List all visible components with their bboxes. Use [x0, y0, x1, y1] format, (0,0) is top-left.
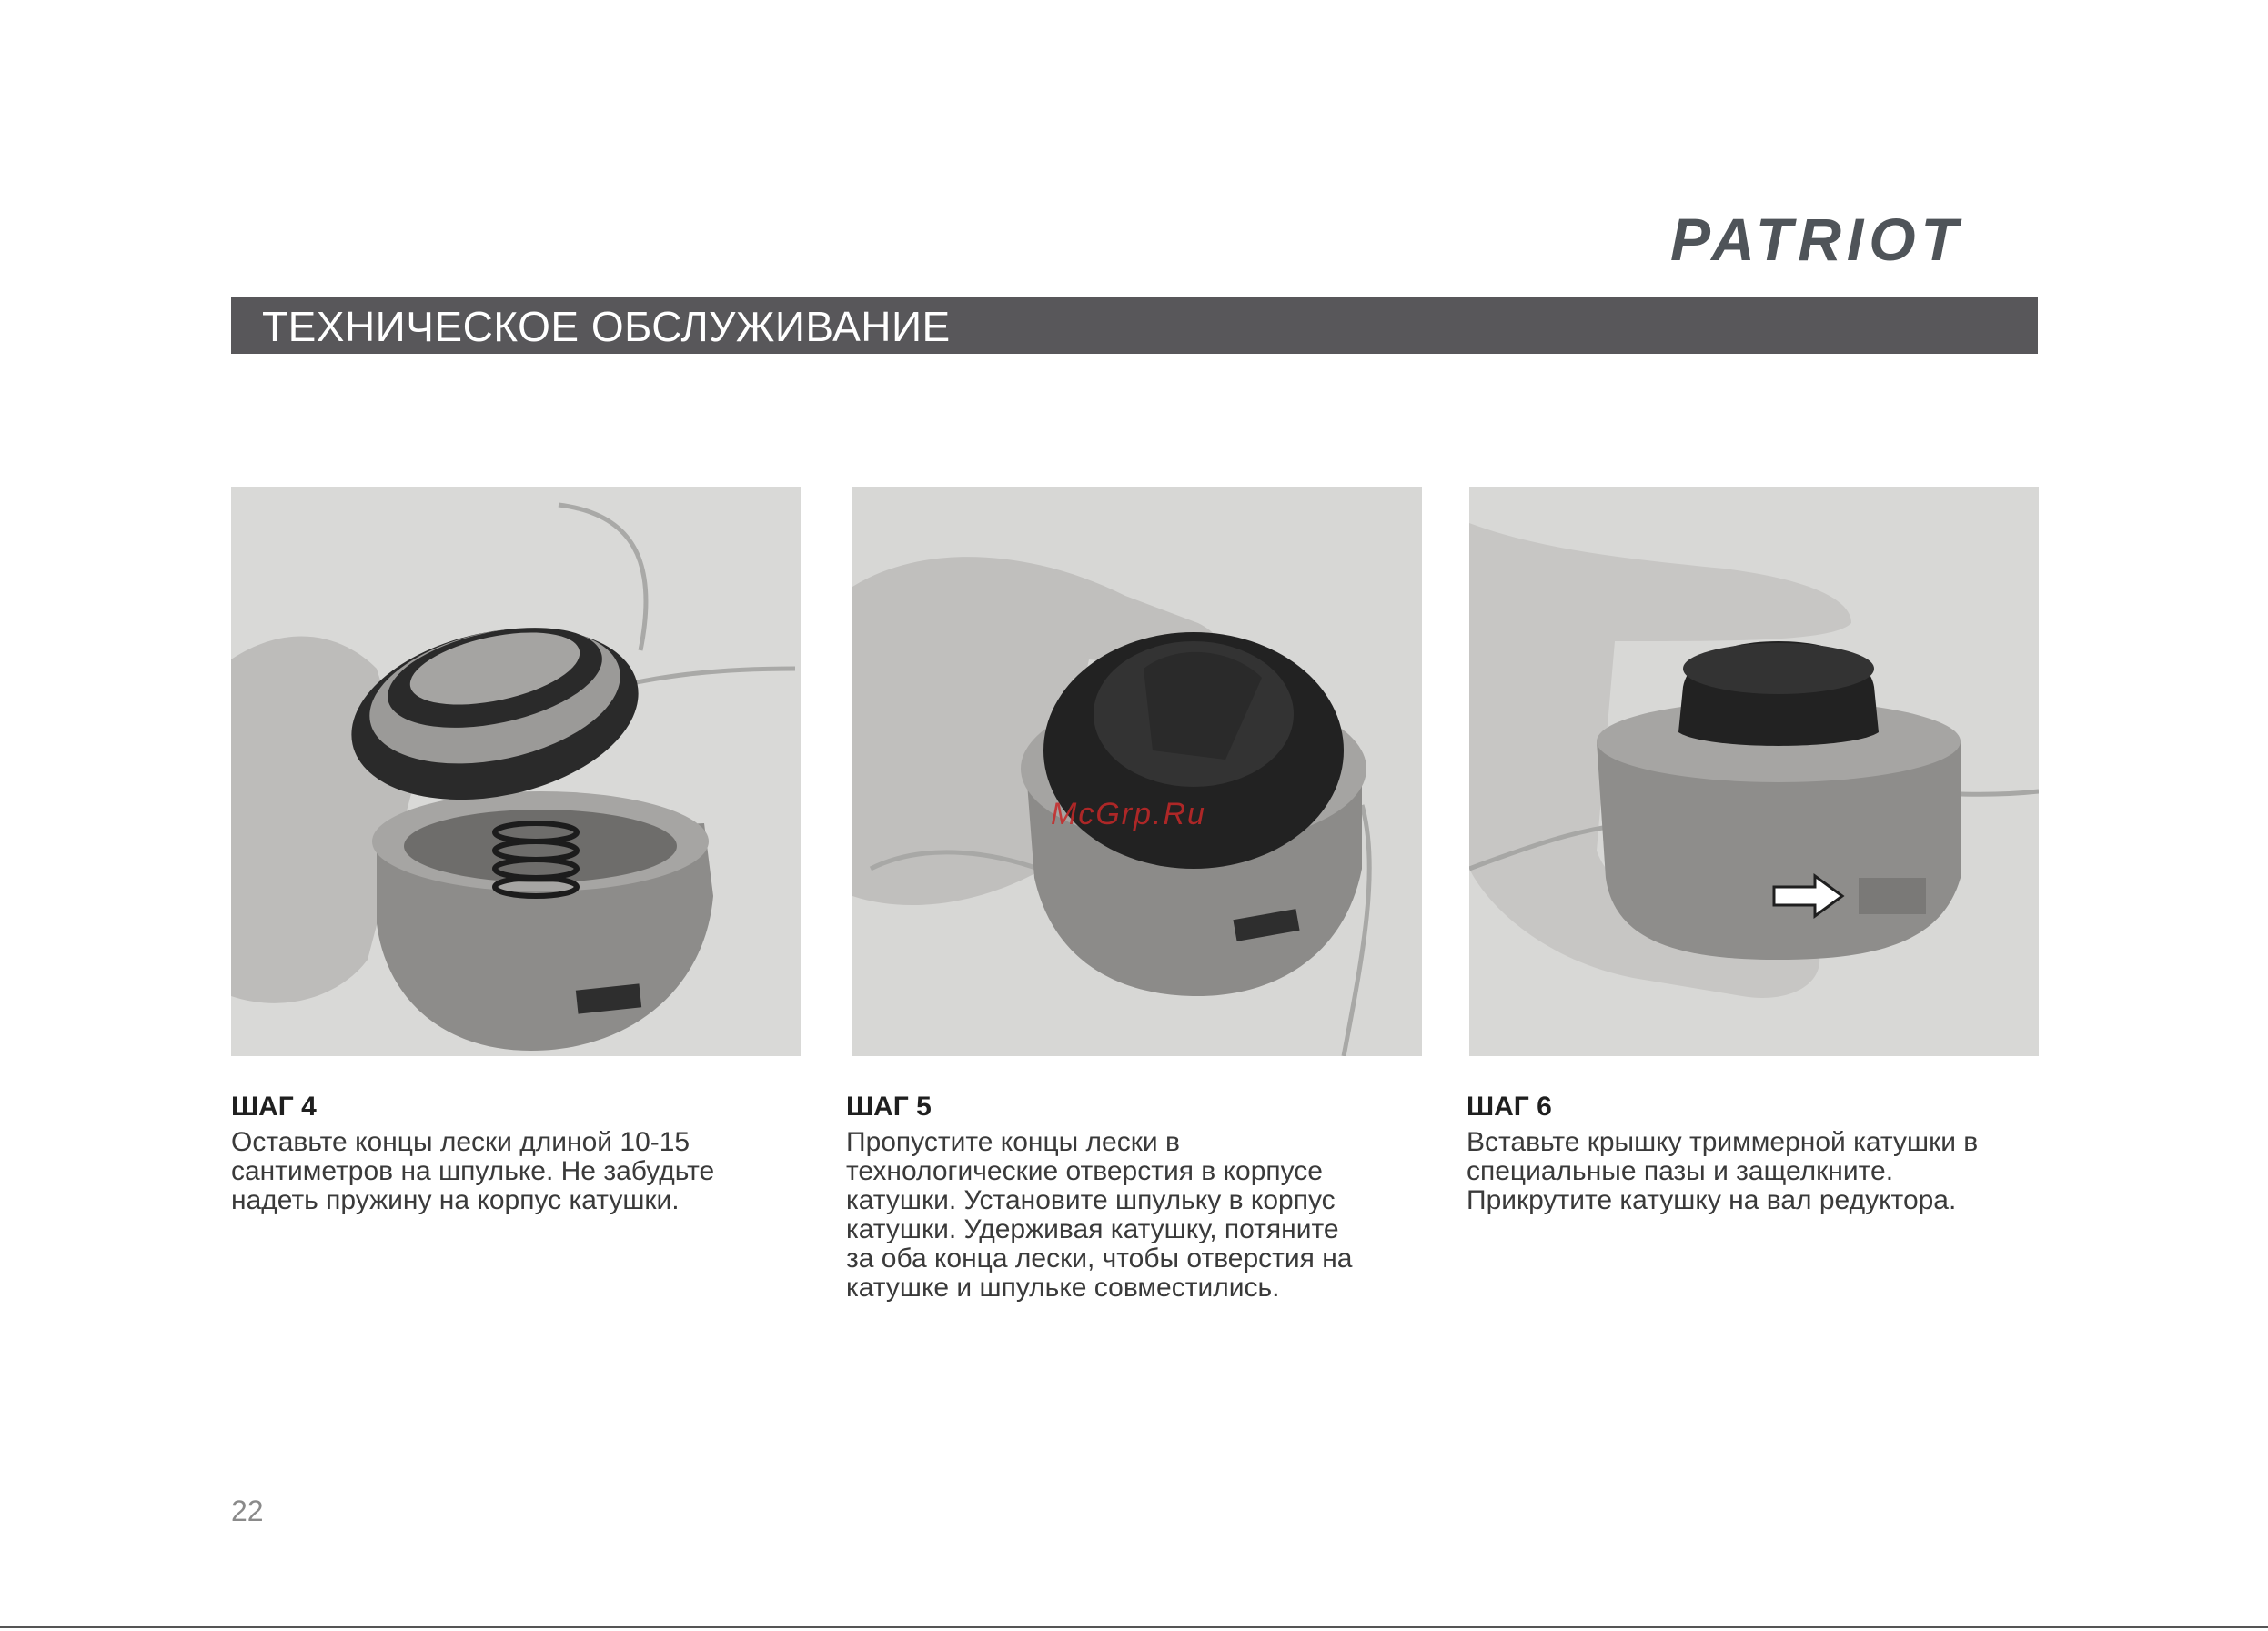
step-6-photo [1469, 487, 2039, 1056]
step-4-text: Оставьте концы лески длиной 10-15 сантиметров на шпульке. Не забудьте надеть пружину на корпус катушки. [231, 1127, 715, 1215]
page-number: 22 [231, 1495, 264, 1527]
svg-text:PATRIOT: PATRIOT [1670, 207, 1963, 269]
watermark: McGrp.Ru [1051, 797, 1206, 831]
step-5-photo [852, 487, 1422, 1056]
step-5-title: ШАГ 5 [846, 1092, 932, 1122]
patriot-logo [1665, 207, 2011, 269]
step-5-caption [846, 1092, 1428, 1303]
bottom-divider [0, 1626, 2268, 1628]
section-header-bar [231, 297, 2038, 354]
step-4-caption [231, 1092, 813, 1215]
section-title: ТЕХНИЧЕСКОЕ ОБСЛУЖИВАНИЕ [262, 303, 951, 350]
step-6-text: Вставьте крышку триммерной катушки в специальные пазы и защелкните. Прикрутите катушку на вал редуктора. [1467, 1127, 1979, 1215]
step-5-text: Пропустите концы лески в технологические отверстия в корпусе катушки. Установите шпульку в корпус катушки. Удерживая катушку, потяните за оба конца лески, чтобы отверстия на катушке и шпульке совместились. [846, 1127, 1353, 1303]
step-6-caption [1467, 1092, 2049, 1215]
step-4-title: ШАГ 4 [231, 1092, 317, 1122]
step-4-photo [231, 487, 801, 1056]
step-6-title: ШАГ 6 [1467, 1092, 1552, 1122]
